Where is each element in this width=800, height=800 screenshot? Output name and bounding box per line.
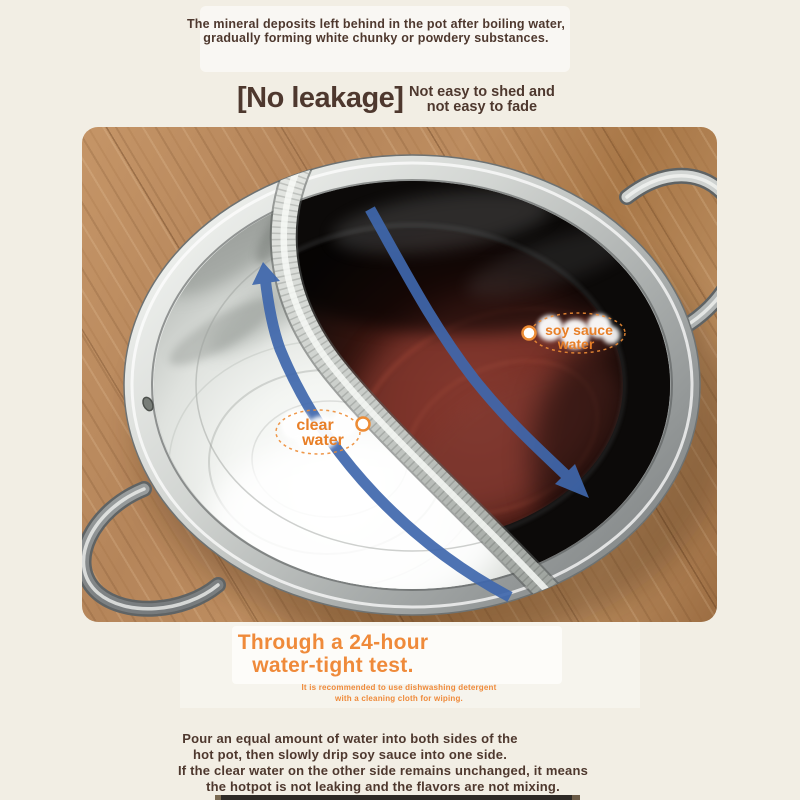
clear-water-label-line2: water	[302, 432, 344, 449]
instruction-paragraph-2	[63, 763, 703, 795]
instruction-paragraph-1	[30, 731, 670, 763]
headline-subtitle-line2: not easy to fade	[426, 99, 538, 115]
instruction-p1-line1: Pour an equal amount of water into both sides of the	[182, 731, 518, 746]
hotpot-photo	[82, 127, 717, 622]
test-heading-line1: Through a 24-hour	[237, 631, 429, 654]
instruction-p2-line2: the hotpot is not leaking and the flavors are not mixing.	[206, 779, 560, 794]
test-heading-line2: water-tight test.	[252, 654, 414, 677]
clear-water-label-line1: clear	[296, 417, 334, 434]
instruction-p1-line2: hot pot, then slowly drip soy sauce into one side.	[192, 747, 508, 762]
soy-sauce-label-line2: water	[557, 336, 595, 352]
hotpot-illustration	[82, 127, 717, 622]
top-note-line1: The mineral deposits left behind in the pot after boiling water,	[186, 17, 566, 31]
bubble-dot	[357, 418, 370, 431]
headline-subtitle	[409, 85, 555, 115]
no-leakage-title: [No leakage]	[237, 82, 404, 114]
soy-sauce-label-line1: soy sauce	[545, 322, 613, 338]
headline-subtitle-line1: Not easy to shed and	[409, 84, 555, 100]
bubble-dot	[523, 327, 536, 340]
test-note-line1: It is recommended to use dishwashing detergent	[301, 683, 497, 692]
top-note	[66, 17, 686, 45]
instruction-p2-line1: If the clear water on the other side remains unchanged, it means	[177, 763, 589, 778]
test-heading	[123, 631, 543, 677]
test-note-line2: with a cleaning cloth for wiping.	[335, 694, 463, 703]
next-section-edge	[215, 795, 580, 800]
top-note-line2: gradually forming white chunky or powdery substances.	[203, 31, 549, 45]
test-note	[239, 682, 559, 704]
